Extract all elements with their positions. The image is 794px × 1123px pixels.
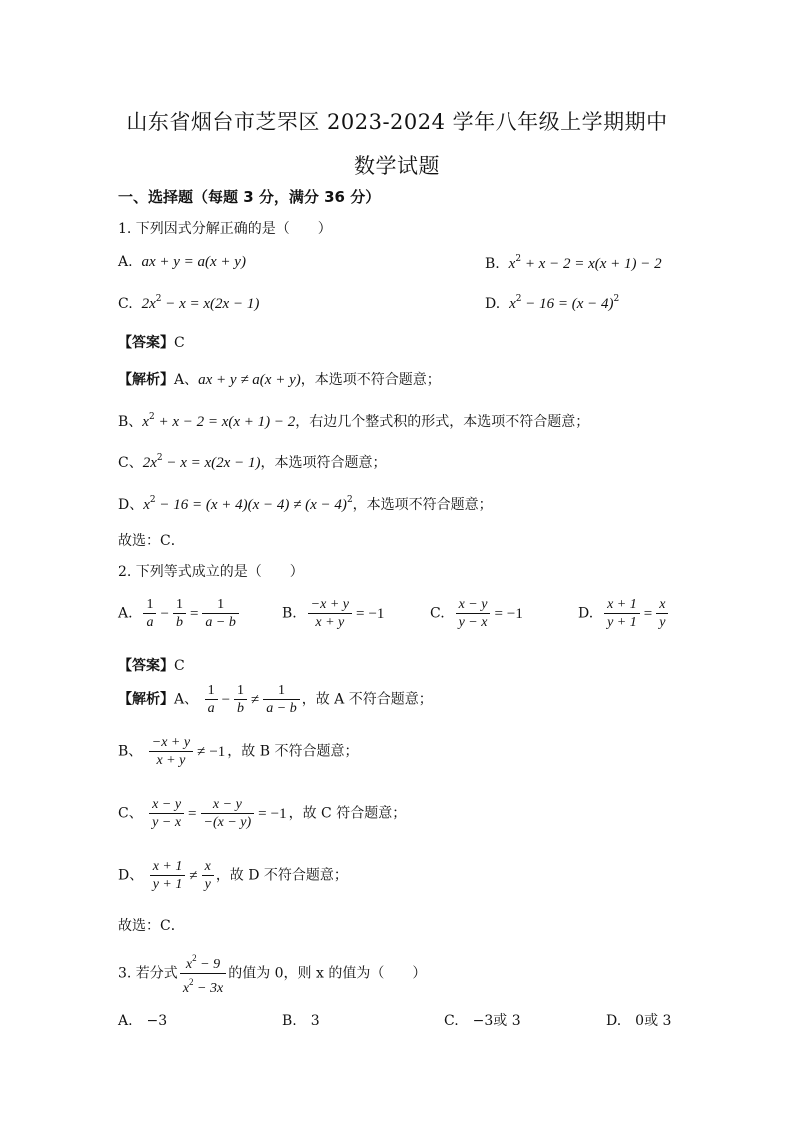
q2-option-b: B. $\frac{-x + y}{x + y}$ = −1 (282, 597, 385, 630)
q2-answer: 【答案】C (118, 658, 185, 674)
q3-option-b: B. 3 (282, 1013, 320, 1029)
q1-option-a: A. ax + y = a(x + y) (118, 254, 246, 270)
q1-analysis-a: 【解析】A、ax + y ≠ a(x + y)，本选项不符合题意； (118, 372, 441, 388)
q2-analysis-a: 【解析】A、 $\frac{1}{a}$ − $\frac{1}{b}$ ≠ $\frac{1}{a - b}$ ，故 A 不符合题意； (118, 683, 433, 716)
q1-option-b: B. $x^2 + x - 2 = x(x + 1) - 2$ (485, 254, 662, 272)
q3-option-a: A. −3 (118, 1013, 168, 1029)
q1-stem: 1. 下列因式分解正确的是（ ） (118, 221, 332, 237)
q1-conclusion: 故选：C． (118, 533, 185, 549)
q3-option-c: C. −3或 3 (444, 1013, 521, 1029)
q1-option-a-expr: ax + y = a(x + y) (141, 254, 246, 270)
q1-answer: 【答案】C (118, 335, 185, 351)
q2-analysis-b: B、 $\frac{-x + y}{x + y}$ ≠ −1 ，故 B 不符合题意； (118, 735, 359, 768)
q2-analysis-c: C、 $\frac{x - y}{y - x}$ = $\frac{x - y}{-(x - y)}$ = −1 ，故 C 符合题意； (118, 797, 407, 830)
q2-option-d: D. $\frac{x + 1}{y + 1}$ = $\frac{x}{y}$ (578, 596, 670, 631)
q2-stem: 2. 下列等式成立的是（ ） (118, 564, 304, 580)
q1-option-c: C. $2x^2 - x = x(2x - 1)$ (118, 294, 260, 312)
q2-option-c: C. $\frac{x - y}{y - x}$ = −1 (430, 597, 523, 630)
q1-analysis-b: B、$x^2 + x - 2 = x(x + 1) - 2$，右边几个整式积的形式，本选项不符合题意； (118, 412, 590, 430)
document-title: 山东省烟台市芝罘区 2023-2024 学年八年级上学期期中 (126, 110, 668, 134)
section-heading-choice: 一、选择题（每题 3 分，满分 36 分） (118, 188, 381, 206)
q1-option-d: D. $x^2 - 16 = (x - 4)^2$ (485, 294, 620, 312)
q1-analysis-d: D、$x^2 - 16 = (x + 4)(x - 4) \ne (x - 4)^2$，本选项不符合题意； (118, 495, 493, 513)
q2-conclusion: 故选：C． (118, 918, 185, 934)
q2-option-a: A. $\frac{1}{a}$ − $\frac{1}{b}$ = $\frac{1}{a - b}$ (118, 596, 241, 631)
q3-fraction: $\frac{x^2 - 9}{x^2 - 3x}$ (180, 950, 226, 997)
q3-stem: 3. 若分式 $\frac{x^2 - 9}{x^2 - 3x}$ 的值为 0，则 x 的值为（ ） (118, 950, 426, 997)
q3-option-d: D. 0或 3 (606, 1013, 672, 1029)
document-subtitle: 数学试题 (354, 154, 440, 178)
q2-analysis-d: D、 $\frac{x + 1}{y + 1}$ ≠ $\frac{x}{y}$ ，故 D 不符合题意； (118, 859, 348, 892)
q1-analysis-c: C、$2x^2 - x = x(2x - 1)$，本选项符合题意； (118, 453, 387, 471)
